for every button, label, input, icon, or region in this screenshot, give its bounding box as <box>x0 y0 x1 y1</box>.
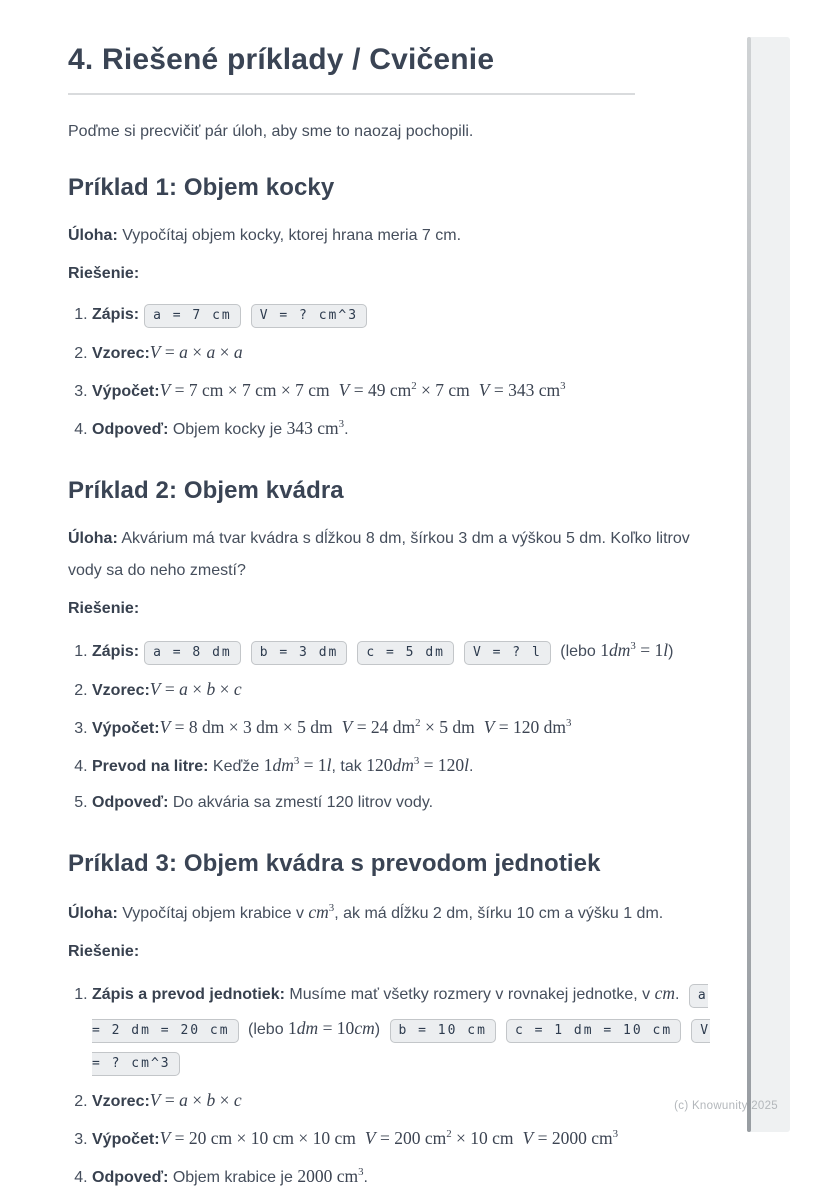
math-variable: l <box>464 755 469 775</box>
math-variable: V <box>341 717 353 737</box>
solution-step <box>92 787 724 819</box>
step-label: Zápis: <box>92 306 140 323</box>
example-section <box>68 476 724 819</box>
math-text: = 1 <box>635 640 664 660</box>
math-variable: b <box>206 1090 216 1110</box>
solution-step <box>92 1084 724 1118</box>
math-variable: a <box>179 679 188 699</box>
math-text: × 5 dm <box>420 717 475 737</box>
scrollbar-thumb[interactable] <box>747 37 751 1132</box>
solution-label-text: Riešenie: <box>68 265 140 282</box>
solution-step <box>92 634 724 669</box>
solution-step <box>92 673 724 707</box>
step-label: Výpočet: <box>92 383 160 400</box>
scrollbar-track[interactable] <box>747 37 790 1132</box>
solution-step <box>92 711 724 745</box>
math-variable: V <box>478 380 490 400</box>
math-superscript: 3 <box>358 1166 364 1179</box>
step-text: Vypočítaj objem kocky, ktorej hrana meria 7 cm. <box>117 227 462 244</box>
math-variable: V <box>149 342 161 362</box>
math-variable: V <box>159 717 171 737</box>
math-text: × <box>215 679 234 699</box>
math-text: = 7 cm × 7 cm × 7 cm <box>170 380 330 400</box>
step-text: . <box>363 1169 368 1186</box>
intro-paragraph: Poďme si precvičiť pár úloh, aby sme to naozaj pochopili. <box>68 123 474 140</box>
task-label: Úloha: <box>68 905 118 922</box>
solution-step <box>92 1160 724 1194</box>
step-text: Akvárium má tvar kvádra s dĺžkou 8 dm, šírkou 3 dm a výškou 5 dm. Koľko litrov vody sa do neho zmestí? <box>68 530 690 579</box>
solution-label-text: Riešenie: <box>68 600 140 617</box>
math-expression <box>365 1128 514 1148</box>
math-text: × <box>215 1090 234 1110</box>
math-superscript: 3 <box>566 717 572 730</box>
example-section <box>68 173 724 446</box>
math-text: = 120 dm <box>494 717 567 737</box>
math-text: = 20 cm × 10 cm × 10 cm <box>170 1128 356 1148</box>
inline-code: c = 1 dm = 10 cm <box>506 1019 681 1043</box>
math-expression <box>342 717 475 737</box>
math-variable: l <box>326 755 332 775</box>
step-text: , ak má dĺžku 2 dm, šírku 10 cm a výšku 1 dm. <box>334 905 664 922</box>
math-variable: dm <box>296 1018 319 1038</box>
solution-step <box>92 336 724 370</box>
step-label: Zápis a prevod jednotiek: <box>92 986 285 1003</box>
math-expression <box>523 1128 619 1148</box>
math-text: 1 <box>263 755 273 775</box>
step-text: Musíme mať všetky rozmery v rovnakej jednotke, v <box>284 986 655 1003</box>
task-paragraph <box>68 523 724 587</box>
solution-steps <box>68 299 724 446</box>
math-text: × <box>187 342 207 362</box>
math-expression <box>160 1128 356 1148</box>
math-expression <box>479 380 566 400</box>
math-expression <box>264 755 332 775</box>
math-text: = 1 <box>299 755 327 775</box>
solution-step <box>92 749 724 783</box>
solution-label <box>68 263 724 285</box>
math-variable: V <box>149 1090 161 1110</box>
math-text: = 120 <box>419 755 465 775</box>
inline-code: a = 2 dm = 20 cm <box>92 984 708 1043</box>
math-text: = 8 dm × 3 dm × 5 dm <box>170 717 333 737</box>
math-expression <box>308 902 334 922</box>
step-text: , tak <box>331 758 367 775</box>
document-content <box>68 0 724 1200</box>
step-text: Keďže <box>208 758 264 775</box>
inline-code: b = 3 dm <box>251 641 348 665</box>
math-variable: V <box>159 1128 171 1148</box>
solution-label <box>68 598 724 620</box>
example-section <box>68 849 724 1194</box>
math-text: × 7 cm <box>416 380 470 400</box>
math-variable: cm <box>354 1018 375 1038</box>
task-paragraph <box>68 220 724 252</box>
math-text: = <box>160 342 180 362</box>
math-expression <box>160 380 330 400</box>
math-variable: V <box>338 380 350 400</box>
math-variable: a <box>179 1090 188 1110</box>
solution-step <box>92 299 724 332</box>
step-text: Objem krabice je <box>168 1169 298 1186</box>
math-variable: cm <box>654 983 676 1003</box>
math-superscript: 3 <box>612 1128 619 1141</box>
math-expression <box>150 342 243 362</box>
step-label: Prevod na litre: <box>92 758 209 775</box>
math-text: = 24 dm <box>352 717 416 737</box>
math-text: = 200 cm <box>375 1128 447 1148</box>
math-superscript: 3 <box>413 755 420 768</box>
step-label: Odpoveď: <box>92 421 169 438</box>
math-expression <box>366 755 469 775</box>
step-text: Do akvária sa zmestí 120 litrov vody. <box>168 794 434 811</box>
math-text: 2000 cm <box>297 1166 359 1186</box>
math-superscript: 3 <box>338 418 345 431</box>
step-text: ) <box>374 1021 385 1038</box>
solution-steps <box>68 977 724 1194</box>
example-heading: Príklad 1: Objem kocky <box>68 174 335 201</box>
math-expression <box>484 717 572 737</box>
math-variable: V <box>159 380 171 400</box>
math-expression <box>287 418 344 438</box>
task-paragraph <box>68 896 724 930</box>
examples <box>68 173 724 1194</box>
math-variable: V <box>364 1128 376 1148</box>
math-variable: b <box>206 679 216 699</box>
example-heading: Príklad 2: Objem kvádra <box>68 477 344 504</box>
math-variable: cm <box>308 902 329 922</box>
math-variable: V <box>483 717 495 737</box>
math-text: = <box>160 679 180 699</box>
inline-code: c = 5 dm <box>357 641 454 665</box>
step-label: Zápis: <box>92 643 140 660</box>
math-superscript: 2 <box>446 1128 452 1141</box>
math-expression <box>150 679 242 699</box>
solution-step <box>92 977 724 1080</box>
math-text: × 10 cm <box>451 1128 514 1148</box>
math-superscript: 2 <box>415 717 421 730</box>
step-label: Odpoveď: <box>92 1169 169 1186</box>
math-text: = 343 cm <box>489 380 561 400</box>
math-variable: c <box>233 679 242 699</box>
math-text: = 10 <box>318 1018 355 1038</box>
math-variable: a <box>179 342 188 362</box>
step-label: Výpočet: <box>92 1131 160 1148</box>
math-expression <box>160 717 333 737</box>
step-text: . <box>675 986 684 1003</box>
math-variable: V <box>522 1128 534 1148</box>
math-superscript: 3 <box>560 380 566 393</box>
step-text: (lebo <box>555 643 601 660</box>
step-text: (lebo <box>243 1021 289 1038</box>
math-expression <box>297 1166 363 1186</box>
math-text: = 49 cm <box>349 380 412 400</box>
solution-step <box>92 374 724 408</box>
solution-step <box>92 1122 724 1156</box>
math-variable: dm <box>392 755 414 775</box>
solution-steps <box>68 634 724 819</box>
inline-code: a = 7 cm <box>144 304 241 328</box>
math-superscript: 3 <box>328 902 335 915</box>
math-text: × <box>215 342 234 362</box>
solution-label-text: Riešenie: <box>68 943 140 960</box>
step-text: Objem kocky je <box>168 421 287 438</box>
math-text: 120 <box>366 755 393 775</box>
title-divider <box>68 93 635 95</box>
math-expression <box>600 640 668 660</box>
math-text: 1 <box>600 640 610 660</box>
task-label: Úloha: <box>68 530 118 547</box>
math-variable: a <box>233 342 243 362</box>
math-superscript: 2 <box>411 380 417 393</box>
math-expression <box>288 1018 375 1038</box>
inline-code: V = ? l <box>464 641 551 665</box>
math-expression <box>150 1090 242 1110</box>
math-text: 1 <box>288 1018 297 1038</box>
inline-code: a = 8 dm <box>144 641 241 665</box>
step-text: Vypočítaj objem krabice v <box>117 905 309 922</box>
math-variable: dm <box>272 755 294 775</box>
task-label: Úloha: <box>68 227 118 244</box>
math-expression <box>655 983 675 1003</box>
step-text: ) <box>668 643 674 660</box>
math-text: 343 cm <box>286 418 339 438</box>
math-variable: a <box>206 342 216 362</box>
math-superscript: 3 <box>630 640 636 653</box>
math-variable: c <box>233 1090 242 1110</box>
math-text: = 2000 cm <box>533 1128 613 1148</box>
step-label: Výpočet: <box>92 720 160 737</box>
step-label: Vzorec: <box>92 682 150 699</box>
math-text: × <box>187 1090 207 1110</box>
math-variable: V <box>149 679 161 699</box>
inline-code: V = ? cm^3 <box>92 1019 710 1076</box>
copyright-footer: (c) Knowunity 2025 <box>674 1100 778 1112</box>
step-text: . <box>344 421 349 438</box>
math-variable: l <box>663 640 669 660</box>
math-text: = <box>160 1090 180 1110</box>
math-variable: dm <box>609 640 631 660</box>
solution-step <box>92 412 724 446</box>
page-title: 4. Riešené príklady / Cvičenie <box>68 43 495 76</box>
math-expression <box>339 380 470 400</box>
example-heading: Príklad 3: Objem kvádra s prevodom jednotiek <box>68 850 601 877</box>
step-label: Vzorec: <box>92 1093 150 1110</box>
step-label: Odpoveď: <box>92 794 169 811</box>
inline-code: V = ? cm^3 <box>251 304 367 328</box>
step-text: . <box>469 758 474 775</box>
inline-code: b = 10 cm <box>390 1019 496 1043</box>
math-text: × <box>187 679 207 699</box>
math-superscript: 3 <box>293 755 300 768</box>
step-label: Vzorec: <box>92 345 150 362</box>
solution-label <box>68 941 724 963</box>
